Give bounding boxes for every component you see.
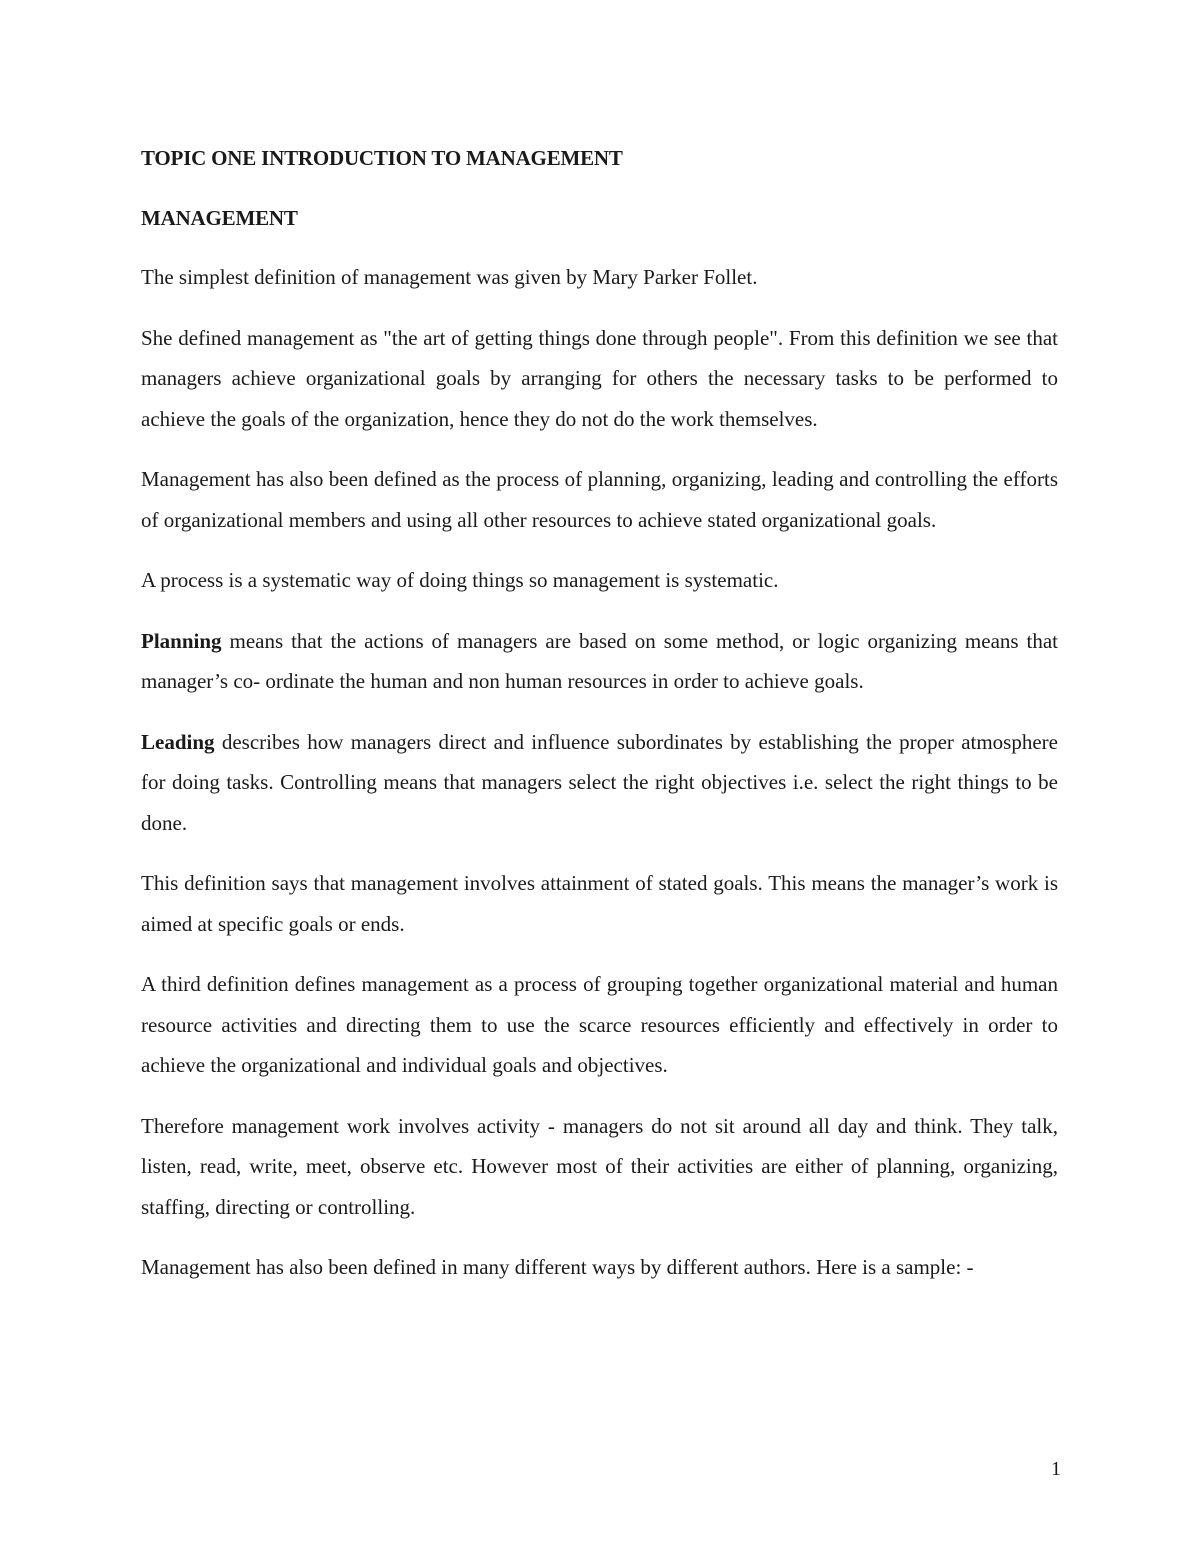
paragraph-10: Management has also been defined in many different ways by different authors. Here is a sample: -: [141, 1255, 974, 1279]
paragraph-1: The simplest definition of management was given by Mary Parker Follet.: [141, 265, 758, 289]
paragraph-4: A process is a systematic way of doing things so management is systematic.: [141, 568, 779, 592]
paragraph-7: This definition says that management involves attainment of stated goals. This means the manager’s work is aimed at specific goals or ends.: [141, 871, 1058, 936]
paragraph-3: Management has also been defined as the process of planning, organizing, leading and controlling the efforts of organizational members and using all other resources to achieve stated organizational goals.: [141, 467, 1058, 532]
page-content: [141, 141, 1058, 1308]
paragraph-6-text: describes how managers direct and influence subordinates by establishing the proper atmosphere for doing tasks. Controlling means that managers select the right objectives i.e. select the right things to be done.: [141, 729, 1058, 835]
paragraph-5-text: means that the actions of managers are based on some method, or logic organizing means that manager’s co- ordinate the human and non human resources in order to achieve goals.: [141, 628, 1058, 693]
term-planning: Planning: [141, 628, 222, 653]
page-number: 1: [1051, 1458, 1061, 1480]
paragraph-2: She defined management as "the art of getting things done through people". From this definition we see that managers achieve organizational goals by arranging for others the necessary tasks to be performed to achieve the goals of the organization, hence they do not do the work themselves.: [141, 325, 1058, 431]
paragraph-6: [141, 722, 1058, 844]
document-title: TOPIC ONE INTRODUCTION TO MANAGEMENT: [141, 146, 623, 170]
section-heading: MANAGEMENT: [141, 206, 298, 230]
term-leading: Leading: [141, 729, 215, 754]
paragraph-9: Therefore management work involves activity - managers do not sit around all day and think. They talk, listen, read, write, meet, observe etc. However most of their activities are either of planning, organizing, staffing, directing or controlling.: [141, 1113, 1058, 1219]
paragraph-5: [141, 621, 1058, 702]
paragraph-8: A third definition defines management as a process of grouping together organizational material and human resource activities and directing them to use the scarce resources efficiently and effectively in order to achieve the organizational and individual goals and objectives.: [141, 972, 1058, 1077]
